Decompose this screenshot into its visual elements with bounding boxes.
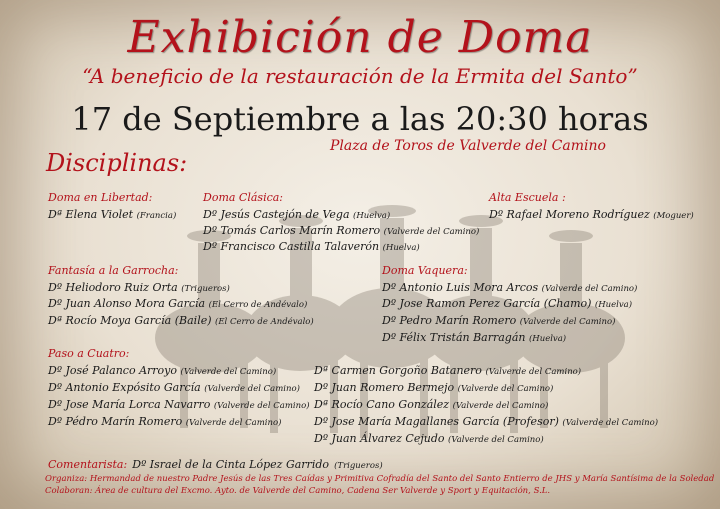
organizers: Organiza: Hermandad de nuestro Padre Jesús de las Tres Caídas y Primitiva Cofradía del Santo del Santo Entierro de JHS y María Santísima de la Soledad bbox=[45, 474, 715, 484]
participant: Dº Jesús Castejón de Vega (Huelva) bbox=[203, 208, 391, 221]
participant: Dª Carmen Gorgoño Batanero (Valverde del Camino) bbox=[314, 364, 582, 377]
participant: Dº Juan Álvarez Cejudo (Valverde del Camino) bbox=[314, 432, 544, 445]
participant: Dª Elena Violet (Francia) bbox=[48, 208, 177, 221]
section-heading: Paso a Cuatro: bbox=[48, 347, 130, 360]
section-heading: Fantasía a la Garrocha: bbox=[48, 264, 179, 277]
section-heading: Doma en Libertad: bbox=[48, 191, 153, 204]
collaborators: Colaboran: Área de cultura del Excmo. Ayto. de Valverde del Camino, Cadena Ser Valverde y Sport y Equitación, S.L. bbox=[45, 486, 551, 496]
subtitle: “A beneficio de la restauración de la Ermita del Santo” bbox=[82, 64, 638, 88]
participant: Dº Antonio Expósito García (Valverde del Camino) bbox=[48, 381, 300, 394]
participant: Dº Francisco Castilla Talaverón (Huelva) bbox=[203, 240, 420, 253]
participant: Dº Juan Romero Bermejo (Valverde del Camino) bbox=[314, 381, 554, 394]
participant: Dº José Palanco Arroyo (Valverde del Camino) bbox=[48, 364, 277, 377]
event-datetime: 17 de Septiembre a las 20:30 horas bbox=[71, 100, 649, 138]
section-heading: Doma Clásica: bbox=[203, 191, 284, 204]
participant: Dº Antonio Luis Mora Arcos (Valverde del Camino) bbox=[382, 281, 638, 294]
participant: Dº Pédro Marín Romero (Valverde del Camino) bbox=[48, 415, 282, 428]
participant: Dº Pedro Marín Romero (Valverde del Camino) bbox=[382, 314, 616, 327]
participant: Dº Félix Tristán Barragán (Huelva) bbox=[382, 331, 567, 344]
venue: Plaza de Toros de Valverde del Camino bbox=[330, 138, 606, 154]
participant: Dº Jose Ramon Perez García (Chamo) (Huelva) bbox=[382, 297, 633, 310]
participant: Dº Heliodoro Ruiz Orta (Trigueros) bbox=[48, 281, 230, 294]
participant: Dº Juan Alonso Mora García (El Cerro de Andévalo) bbox=[48, 297, 308, 310]
section-heading: Doma Vaquera: bbox=[382, 264, 468, 277]
title: Exhibición de Doma bbox=[127, 12, 593, 63]
commentator: Comentarista: Dº Israel de la Cinta López Garrido (Trigueros) bbox=[48, 458, 383, 471]
participant: Dº Jose María Lorca Navarro (Valverde del Camino) bbox=[48, 398, 310, 411]
disciplines-heading: Disciplinas: bbox=[46, 149, 188, 177]
participant: Dª Rocío Moya García (Baile) (El Cerro de Andévalo) bbox=[48, 314, 314, 327]
participant: Dª Rocío Cano González (Valverde del Camino) bbox=[314, 398, 549, 411]
section-heading: Alta Escuela : bbox=[489, 191, 566, 204]
participant: Dº Rafael Moreno Rodríguez (Moguer) bbox=[489, 208, 694, 221]
participant: Dº Tomás Carlos Marín Romero (Valverde del Camino) bbox=[203, 224, 480, 237]
participant: Dº Jose María Magallanes García (Profesor) (Valverde del Camino) bbox=[314, 415, 659, 428]
